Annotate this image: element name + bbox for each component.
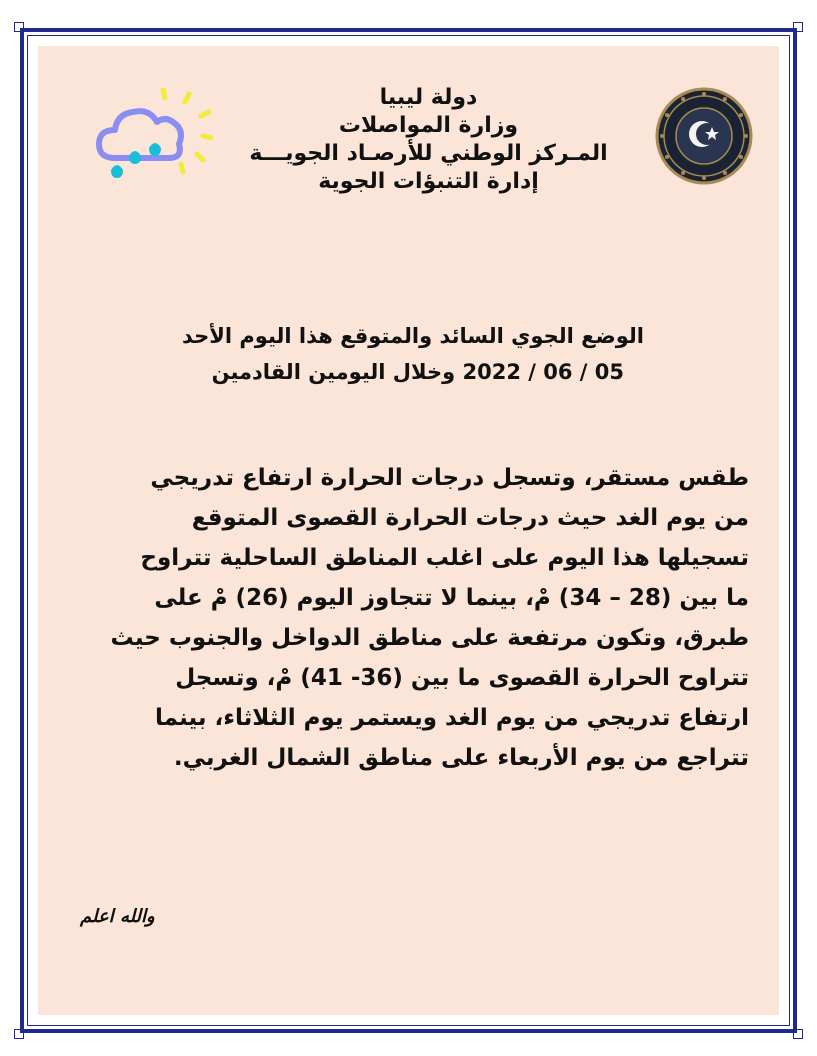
- ministry-name: وزارة المواصلات: [338, 113, 519, 138]
- cloud-rain-sun-icon: [93, 86, 213, 186]
- report-title-line: الوضع الجوي السائد والمتوقع هذا اليوم الأحد: [182, 324, 644, 348]
- border-corner-ornament: [793, 1029, 803, 1039]
- border-corner-ornament: [14, 22, 24, 32]
- forecast-body-line: من يوم الغد حيث درجات الحرارة القصوى المتوقع: [191, 505, 749, 531]
- forecast-body-line: ما بين (28 – 34) مْ، بينما لا تتجاوز اليوم (26) مْ على: [154, 585, 749, 611]
- report-title: [158, 318, 644, 390]
- page-border-frame: [20, 28, 797, 1033]
- document-page: [38, 46, 779, 1015]
- forecast-body-line: تسجيلها هذا اليوم على اغلب المناطق الساحلية تتراوح: [140, 545, 749, 571]
- country-name: دولة ليبيا: [379, 85, 478, 110]
- forecast-department-name: إدارة التنبؤات الجوية: [318, 169, 539, 194]
- border-corner-ornament: [793, 22, 803, 32]
- forecast-body: [96, 458, 749, 778]
- forecast-body-line: طقس مستقر، وتسجل درجات الحرارة ارتفاع تدريجي: [150, 465, 749, 491]
- libya-ministry-seal-icon: [654, 86, 754, 186]
- forecast-body-line: ارتفاع تدريجي من يوم الغد ويستمر يوم الثلاثاء، بينما: [155, 705, 749, 731]
- meteorology-center-name: المـركز الوطني للأرصـاد الجويـــة: [249, 141, 608, 166]
- closing-phrase: والله اعلم: [80, 906, 155, 927]
- forecast-body-line: تتراجع من يوم الأربعاء على مناطق الشمال الغربي.: [173, 745, 749, 771]
- border-corner-ornament: [14, 1029, 24, 1039]
- forecast-body-line: تتراوح الحرارة القصوى ما بين (36- 41) مْ، وتسجل: [175, 665, 749, 691]
- report-date-line: 05 / 06 / 2022 وخلال اليومين القادمين: [211, 360, 624, 384]
- organization-header: [218, 84, 639, 196]
- forecast-body-line: طبرق، وتكون مرتفعة على مناطق الدواخل والجنوب حيث: [110, 625, 749, 651]
